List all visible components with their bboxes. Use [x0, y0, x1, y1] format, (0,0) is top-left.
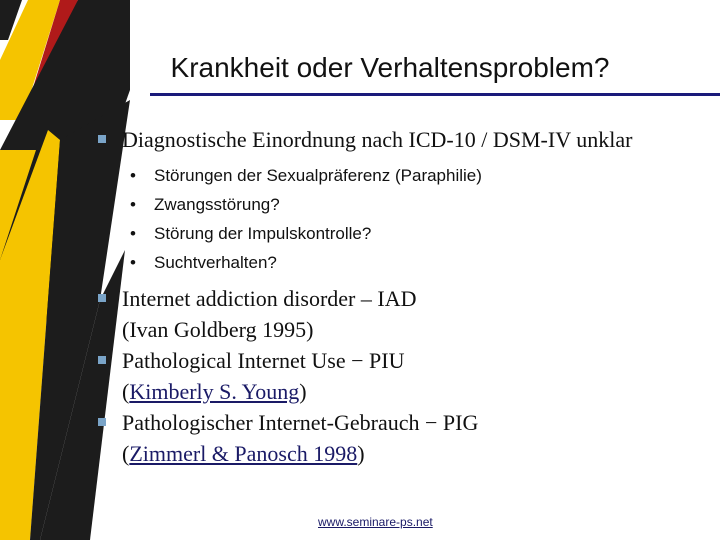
bullet-text: Pathologischer Internet-Gebrauch − PIG [122, 410, 479, 435]
sub-bullet-text: Störung der Impulskontrolle? [154, 224, 372, 243]
slide-content [96, 124, 706, 469]
sub-bullet-text: Zwangsstörung? [154, 195, 280, 214]
square-bullet-icon [98, 135, 106, 143]
dot-bullet-icon: • [130, 253, 136, 272]
title-underline [150, 93, 720, 96]
square-bullet-icon [98, 356, 106, 364]
dot-bullet-icon: • [130, 195, 136, 214]
author-link-young[interactable]: Kimberly S. Young [129, 379, 300, 404]
bullet-iad [96, 283, 706, 345]
paren-close: ) [357, 441, 365, 466]
sub-bullet-text: Suchtverhalten? [154, 253, 277, 272]
bullet-text: Diagnostische Einordnung nach ICD-10 / DSM-IV unklar [122, 127, 633, 152]
paren-open: ( [122, 379, 130, 404]
title-bar [100, 44, 720, 94]
sub-bullet [124, 219, 706, 248]
bullet-text: Pathological Internet Use − PIU [122, 348, 405, 373]
sub-bullet-list [124, 161, 706, 277]
dot-bullet-icon: • [130, 166, 136, 185]
paren-open: ( [122, 441, 130, 466]
square-bullet-icon [98, 294, 106, 302]
footer-link[interactable]: www.seminare-ps.net [318, 515, 433, 529]
square-bullet-icon [98, 418, 106, 426]
author-link-zimmerl[interactable]: Zimmerl & Panosch 1998 [129, 441, 358, 466]
sub-bullet [124, 190, 706, 219]
page-title: Krankheit oder Verhaltensproblem? [170, 52, 610, 83]
bullet-text: Internet addiction disorder – IAD [122, 286, 417, 311]
dot-bullet-icon: • [130, 224, 136, 243]
sub-bullet [124, 161, 706, 190]
sub-bullet-text: Störungen der Sexualpräferenz (Paraphilie) [154, 166, 482, 185]
bullet-piu [96, 345, 706, 407]
bullet-citation: (Ivan Goldberg 1995) [122, 317, 314, 342]
bullet-diagnostic [96, 124, 706, 155]
sub-bullet [124, 248, 706, 277]
bullet-pig [96, 407, 706, 469]
paren-close: ) [299, 379, 307, 404]
